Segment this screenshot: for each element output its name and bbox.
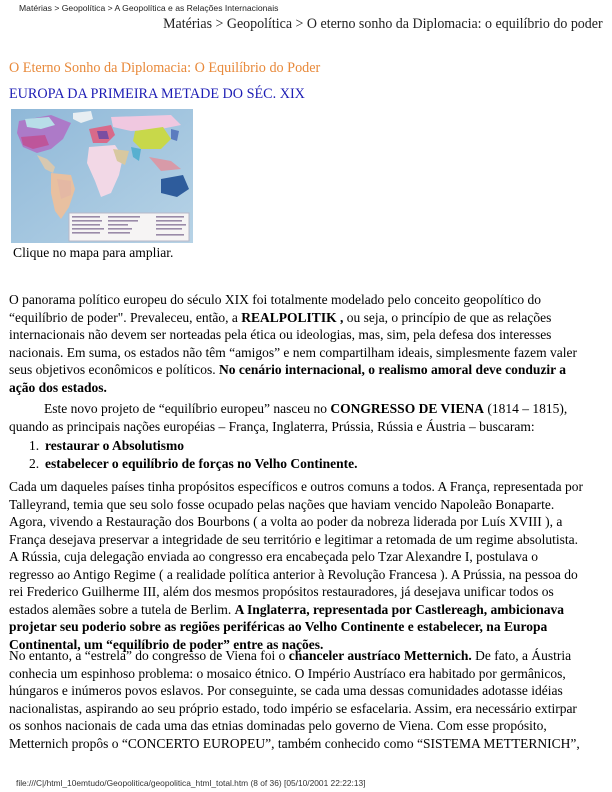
text-line: nacionais. Em suma, os estados não têm “amigos” e nem compartilham ideais, simplesmente fazem valer: [9, 344, 577, 360]
text-span: seus objetivos econômicos e políticos.: [9, 362, 219, 377]
list-item: [29, 455, 357, 473]
text-line: Metternich propôs o “CONCERTO EUROPEU”, também conhecido como “SISTEMA METTERNICH”,: [9, 735, 580, 751]
map-caption: Clique no mapa para ampliar.: [13, 245, 174, 260]
list-item: [29, 437, 357, 455]
article-subtitle: EUROPA DA PRIMEIRA METADE DO SÉC. XIX: [9, 86, 305, 102]
text-line: Talleyrand, temia que seu solo fosse ocupado pelas nações que haviam vencido Napoleão Bonaparte.: [9, 496, 555, 512]
paragraph-realpolitik: [9, 291, 577, 396]
emphasis-text: projetar seu poderio sobre as regiões periféricas ao Velho Continente e estabelecer, na Europa: [9, 619, 548, 634]
text-line: húngaros e inúmeros povos eslavos. Por conseguinte, se cada uma dessas comunidades adotasse idéias: [9, 683, 563, 698]
world-map-illustration: [11, 109, 193, 243]
emphasis-congresso: CONGRESSO DE VIENA: [330, 401, 484, 416]
emphasis-realpolitik: REALPOLITIK ,: [241, 309, 344, 325]
text-line: O panorama político europeu do século XIX foi totalmente modelado pelo conceito geopolítico do: [9, 292, 541, 307]
list-text: restaurar o Absolutismo: [45, 438, 185, 453]
text-line: Agora, vivendo a Restauração dos Bourbons ( a volta ao poder da nobreza liderada por Luís XVIII ), a: [9, 514, 563, 529]
emphasis-text: ação dos estados.: [9, 379, 107, 395]
text-line: os sonhos nacionais de cada uma das etnias dominadas pelo governo de Viena. Com esse propósito,: [9, 718, 547, 733]
text-line: regresso ao Antigo Regime ( a realidade política anterior à Revolução Francesa ). A Prússia, na pessoa do: [9, 566, 578, 582]
paragraph-congresso: [9, 400, 567, 435]
text-line: nacionalistas, aspirando ao seu próprio estado, todo império se esfacelaria. Assim, era necessário extirpar: [9, 700, 577, 716]
text-line: internacionais não devem ser norteadas pela ética ou ideologias, mas, sim, pela defesa dos interesses: [9, 327, 552, 342]
text-span: ou seja, o princípio de que as relações: [343, 309, 552, 325]
objectives-list: [29, 437, 357, 473]
text-line: A Rússia, cuja delegação enviada ao congresso era encabeçada pelo Tzar Alexandre I, postulava o: [9, 549, 539, 564]
text-line: quando as principais nações européias – França, Inglaterra, Prússia, Rússia e Áustria – buscaram:: [9, 418, 535, 434]
text-span: De fato, a Áustria: [471, 648, 572, 663]
text-span: (1814 – 1815),: [483, 401, 568, 416]
text-line: rei Frederico Guilherme III, além dos mesmos propósitos restauradores, já desejava unificar todos os: [9, 584, 554, 599]
emphasis-text: A Inglaterra, representada por Castlereagh, ambicionava: [234, 601, 565, 617]
list-text: estabelecer o equilíbrio de forças no Velho Continente.: [45, 456, 358, 471]
list-number: 2.: [29, 456, 40, 471]
text-line: Cada um daqueles países tinha propósitos específicos e outros comuns a todos. A França, representada por: [9, 479, 583, 494]
article-title: O Eterno Sonho da Diplomacia: O Equilíbrio do Poder: [9, 60, 321, 76]
text-span: No entanto, a “estrela” do congresso de Viena foi o: [9, 648, 289, 663]
emphasis-text: No cenário internacional, o realismo amoral deve conduzir a: [218, 362, 567, 377]
text-span: estados alemães sobre a tutela de Berlim.: [9, 601, 235, 617]
text-line: França desejava preservar a integridade de seu território e legitimar a retomada de um regime absolutista.: [9, 531, 579, 547]
paragraph-nations: [9, 478, 583, 653]
emphasis-text: Continental, um “equilíbrio de poder” entre as nações.: [9, 636, 324, 652]
breadcrumb: Matérias > Geopolítica > O eterno sonho da Diplomacia: o equilíbrio do poder: [163, 16, 603, 32]
text-span: “equilíbrio de poder". Prevaleceu, então, a: [9, 309, 242, 325]
europe-map-image[interactable]: [11, 109, 193, 243]
paragraph-metternich: [9, 647, 580, 752]
list-number: 1.: [29, 438, 40, 453]
text-span: Este novo projeto de “equilíbrio europeu” nasceu no: [44, 401, 331, 416]
text-line: conhecia um espinhoso problema: o mosaico étnico. O Império Austríaco era habitado por germânicos,: [9, 665, 566, 681]
top-breadcrumb: Matérias > Geopolítica > A Geopolítica e as Relações Internacionais: [19, 3, 279, 13]
emphasis-metternich: chanceler austríaco Metternich.: [288, 648, 472, 663]
page-footer-path: file:///C|/html_10emtudo/Geopolitica/geopolitica_html_total.htm (8 of 36) [05/10/2001 22:22:13]: [16, 778, 366, 788]
